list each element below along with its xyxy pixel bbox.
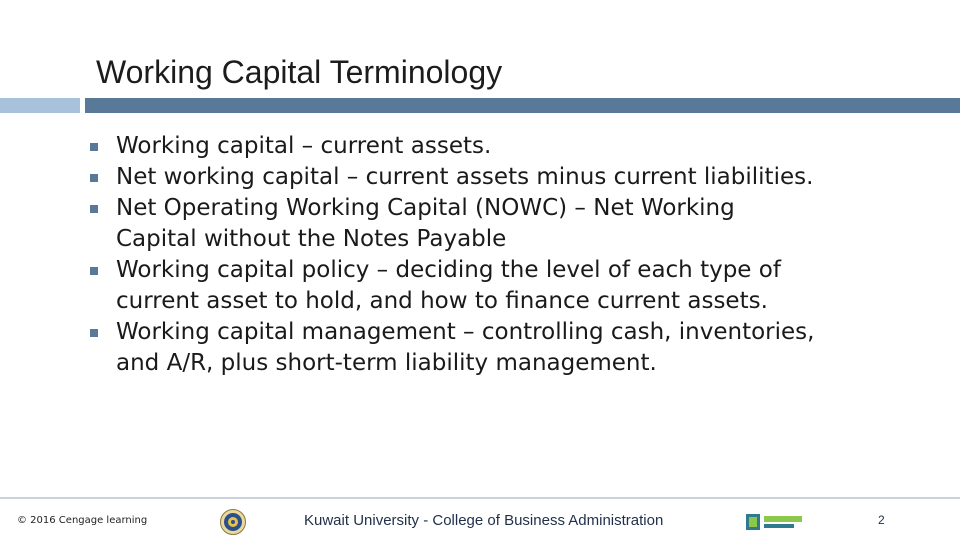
page-number: 2: [878, 513, 885, 527]
accreditation-logo-icon: [744, 512, 804, 532]
square-bullet-icon: [90, 174, 98, 182]
institution-name: Kuwait University - College of Business Administration: [304, 512, 664, 529]
bullet-item: [87, 193, 817, 255]
title-bar: [85, 98, 960, 113]
bullet-item: [87, 317, 817, 379]
square-bullet-icon: [90, 267, 98, 275]
bullet-text: Working capital management – controlling cash, inventories, and A/R, plus short-term liability management.: [116, 319, 815, 376]
bullet-text: Working capital policy – deciding the level of each type of current asset to hold, and how to finance current assets.: [116, 257, 781, 314]
bullet-list: [87, 131, 817, 379]
bullet-text: Net working capital – current assets minus current liabilities.: [116, 164, 814, 190]
title-bar-accent: [0, 98, 80, 113]
bullet-item: [87, 131, 817, 162]
bullet-text: Net Operating Working Capital (NOWC) – Net Working Capital without the Notes Payable: [116, 195, 735, 252]
bullet-item: [87, 255, 817, 317]
square-bullet-icon: [90, 143, 98, 151]
bullet-text: Working capital – current assets.: [116, 133, 492, 159]
bullet-item: [87, 162, 817, 193]
square-bullet-icon: [90, 329, 98, 337]
copyright-text: © 2016 Cengage learning: [17, 515, 148, 526]
university-seal-icon: [220, 509, 246, 535]
slide-title: Working Capital Terminology: [96, 54, 503, 90]
footer-divider: [0, 497, 960, 499]
square-bullet-icon: [90, 205, 98, 213]
